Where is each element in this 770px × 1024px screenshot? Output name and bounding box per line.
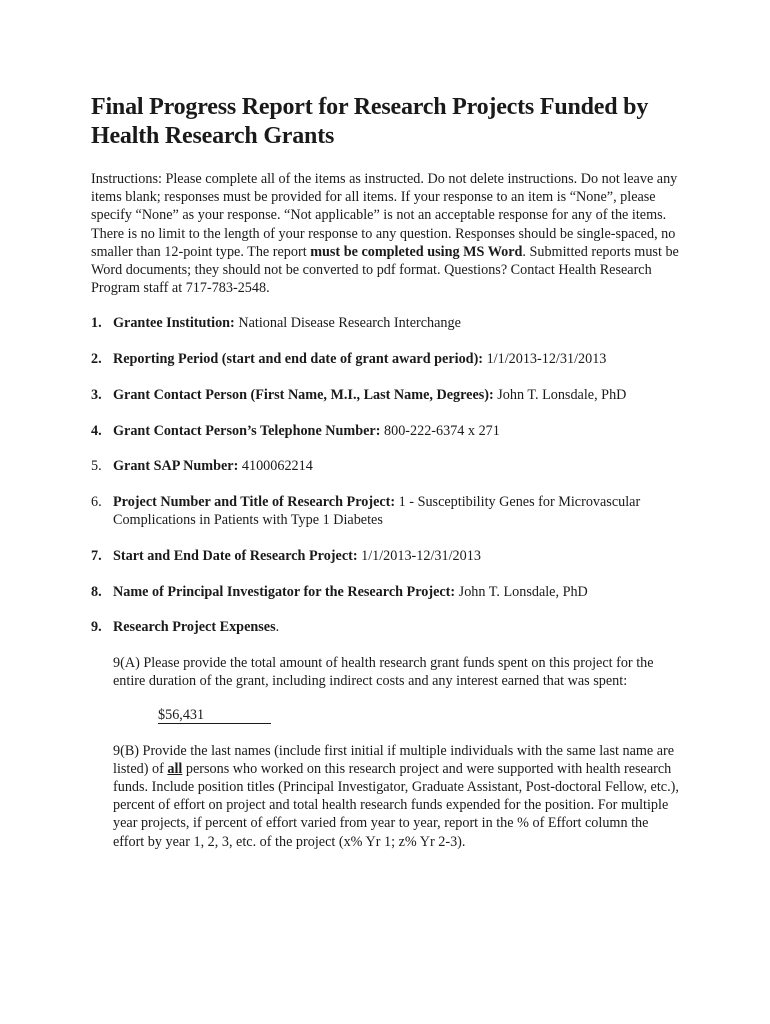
item-label: Reporting Period (start and end date of grant award period): <box>113 351 484 368</box>
item-value: 800-222-6374 x 271 <box>380 422 500 439</box>
item-project-title <box>91 493 683 529</box>
item-number: 5. <box>91 458 102 475</box>
item-value: 1/1/2013-12/31/2013 <box>357 547 481 564</box>
instructions-text-2: . Submitted reports must be Word documents; they should not be converted to pdf format. Questions? Contact Health Research Program staff at 717-783-2548. <box>91 243 679 297</box>
section-9a-text: 9(A) Please provide the total amount of health research grant funds spent on this project for the entire duration of the grant, including indirect costs and any interest earned that was spent: <box>113 654 654 690</box>
instructions-bold-text: must be completed using MS Word <box>310 243 523 260</box>
item-label: Grantee Institution: <box>113 315 235 332</box>
item-number: 6. <box>91 493 102 510</box>
item-grantee-institution <box>91 314 683 332</box>
item-number: 8. <box>91 583 102 600</box>
item-value: John T. Lonsdale, PhD <box>493 386 627 403</box>
item-number: 3. <box>91 386 102 403</box>
amount-value: $56,431 <box>158 707 271 724</box>
item-value: . <box>275 619 280 636</box>
section-9b-text-1: 9(B) Provide the last names (include first initial if multiple individuals with the same last name are listed) of <box>113 742 675 777</box>
item-value: 4100062214 <box>238 458 313 475</box>
item-label: Grant SAP Number: <box>113 458 239 475</box>
item-number: 1. <box>91 315 102 332</box>
item-principal-investigator <box>91 583 683 601</box>
instructions-paragraph <box>91 170 683 297</box>
item-value: John T. Lonsdale, PhD <box>455 583 588 600</box>
item-project-expenses <box>91 618 683 636</box>
item-contact-person <box>91 386 683 404</box>
item-value: 1/1/2013-12/31/2013 <box>483 351 607 368</box>
item-label: Name of Principal Investigator for the Research Project: <box>113 583 456 600</box>
section-9a-amount-field <box>91 706 683 724</box>
item-number: 2. <box>91 351 102 368</box>
item-label: Grant Contact Person (First Name, M.I., Last Name, Degrees): <box>113 386 494 403</box>
page-title: Final Progress Report for Research Projects Funded by Health Research Grants <box>91 94 649 149</box>
item-number: 9. <box>91 619 102 636</box>
document-page <box>91 93 683 867</box>
item-contact-telephone <box>91 422 683 440</box>
instructions-text-1: Instructions: Please complete all of the items as instructed. Do not delete instructions. Do not leave any items blank; responses must be provided for all items. If your response to an item is “None”, please specify “None” as your response. “Not applicable” is not an acceptable response for any of the items. There is no limit to the length of your response to any question. Responses should be single-spaced, no smaller than 12-point type. The report <box>91 171 678 260</box>
item-label: Grant Contact Person’s Telephone Number: <box>113 422 381 439</box>
item-label: Research Project Expenses <box>113 619 276 636</box>
item-value: 1 - Susceptibility Genes for Microvascular Complications in Patients with Type 1 Diabetes <box>113 493 641 529</box>
item-label: Start and End Date of Research Project: <box>113 547 358 564</box>
section-9b-underlined-word: all <box>167 760 183 777</box>
item-sap-number <box>91 457 683 475</box>
section-9b-text <box>91 742 683 851</box>
item-number: 7. <box>91 547 102 564</box>
item-label: Project Number and Title of Research Project: <box>113 493 396 510</box>
item-project-dates <box>91 547 683 565</box>
item-reporting-period <box>91 350 683 368</box>
item-number: 4. <box>91 422 102 439</box>
item-value: National Disease Research Interchange <box>234 315 461 332</box>
section-9b-text-2: persons who worked on this research project and were supported with health research funds. Include position titles (Principal Investigator, Graduate Assistant, Post-doctoral Fellow, etc.), percent of effort on project and total health research funds expended for the position. For multiple year projects, if percent of effort varied from year to year, report in the % of Effort column the effort by year 1, 2, 3, etc. of the project (x% Yr 1; z% Yr 2-3). <box>113 760 679 850</box>
